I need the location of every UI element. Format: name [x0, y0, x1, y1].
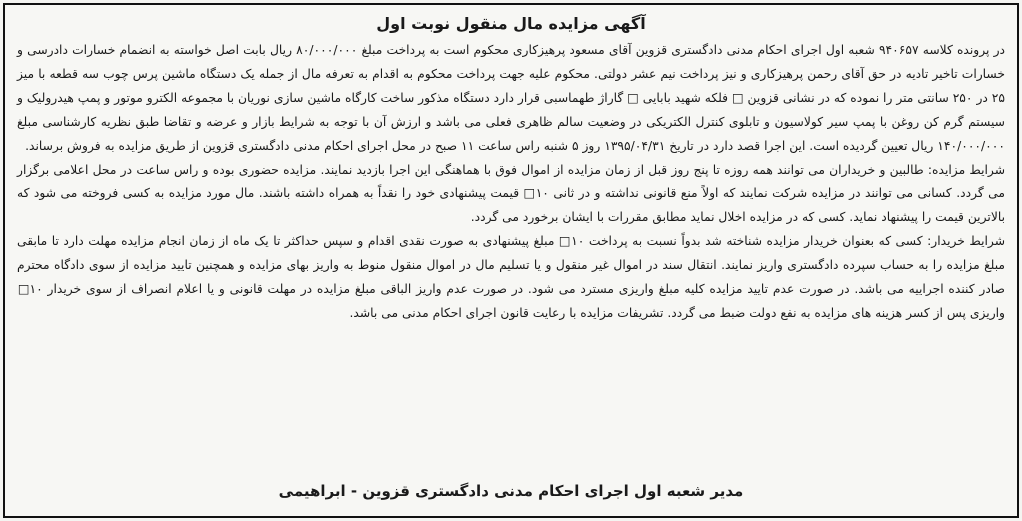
- notice-signature: مدیر شعبه اول اجرای احکام مدنی دادگستری قزوین - ابراهیمی: [278, 482, 744, 500]
- notice-body: [17, 39, 1005, 326]
- notice-paragraph-auction-conditions: شرایط مزایده: طالبین و خریداران می توانند همه روزه تا پنج روز قبل از زمان مزایده از اموال فوق با هماهنگی این اجرا بازدید نمایند. مزایده حضوری بوده و راس ساعت در محل اعلامی برگزار می گردد. کسانی می توانند در مزایده شرکت نمایند که اولاً منع قانونی نداشته و در ثانی ۱۰□ قیمت پیشنهادی خود را نقداً به همراه داشته باشند. مال مورد مزایده به کسی فروخته می شود که بالاترین قیمت را پیشنهاد نماید. کسی که در مزایده اخلال نماید مطابق مقررات با ایشان برخورد می گردد.: [17, 162, 1005, 225]
- auction-notice: [3, 3, 1019, 518]
- notice-title: آگهی مزایده مال منقول نوبت اول: [376, 14, 646, 33]
- notice-paragraph-case: در پرونده کلاسه ۹۴۰۶۵۷ شعبه اول اجرای احکام مدنی دادگستری قزوین آقای مسعود پرهیزکاری محکوم است به پرداخت مبلغ ۸۰/۰۰۰/۰۰۰ ریال بابت اصل خواسته به انضمام خسارات دادرسی و خسارات تاخیر تادیه در حق آقای رحمن پرهیزکاری و نیز پرداخت نیم عشر دولتی. محکوم علیه جهت پرداخت محکوم به اقدام به تعرفه مال از جمله یک دستگاه ماشین پرس چوب سه قطعه با میز ۲۵ در ۲۵۰ سانتی متر را نموده که در نشانی قزوین □ فلکه شهید بابایی □ گاراژ طهماسبی قرار دارد دستگاه مذکور ساخت کارگاه ماشین سازی نوریان با مجموعه الکترو موتور و پمپ هیدرولیک و سیستم گرم کن روغن با پمپ سیر کولاسیون و تابلوی کنترل الکتریکی در وضعیت سالم ظاهری فعلی می باشد و ارزش آن با توجه به شرایط بازار و عرضه و تقاضا طبق نظریه کارشناسی مبلغ ۱۴۰/۰۰۰/۰۰۰ ریال تعیین گردیده است. این اجرا قصد دارد در تاریخ ۱۳۹۵/۰۴/۳۱ روز ۵ شنبه راس ساعت ۱۱ صبح در محل اجرای احکام مدنی دادگستری قزوین از طریق مزایده به فروش برساند.: [17, 43, 1005, 153]
- notice-paragraph-buyer-conditions: شرایط خریدار: کسی که بعنوان خریدار مزایده شناخته شد بدواً نسبت به پرداخت ۱۰□ مبلغ پیشنهادی به صورت نقدی اقدام و سپس حداکثر تا یک ماه از زمان انجام مزایده مهلت دارد تا مابقی مبلغ مزایده را به حساب سپرده دادگستری واریز نمایند. انتقال سند در اموال غیر منقول و یا تسلیم مال در اموال منقول منوط به واریز بهای مزایده و همچنین تایید مزایده از سوی دادگاه محترم صادر کننده اجراییه می باشد. در صورت عدم تایید مزایده کلیه مبلغ واریزی مسترد می شود. در صورت عدم واریز الباقی مبلغ مزایده در مهلت قانونی و یا اعلام انصراف از سوی خریدار ۱۰□ واریزی پس از کسر هزینه های مزایده به نفع دولت ضبط می گردد. تشریفات مزایده با رعایت قانون اجرای احکام مدنی می باشد.: [17, 234, 1005, 320]
